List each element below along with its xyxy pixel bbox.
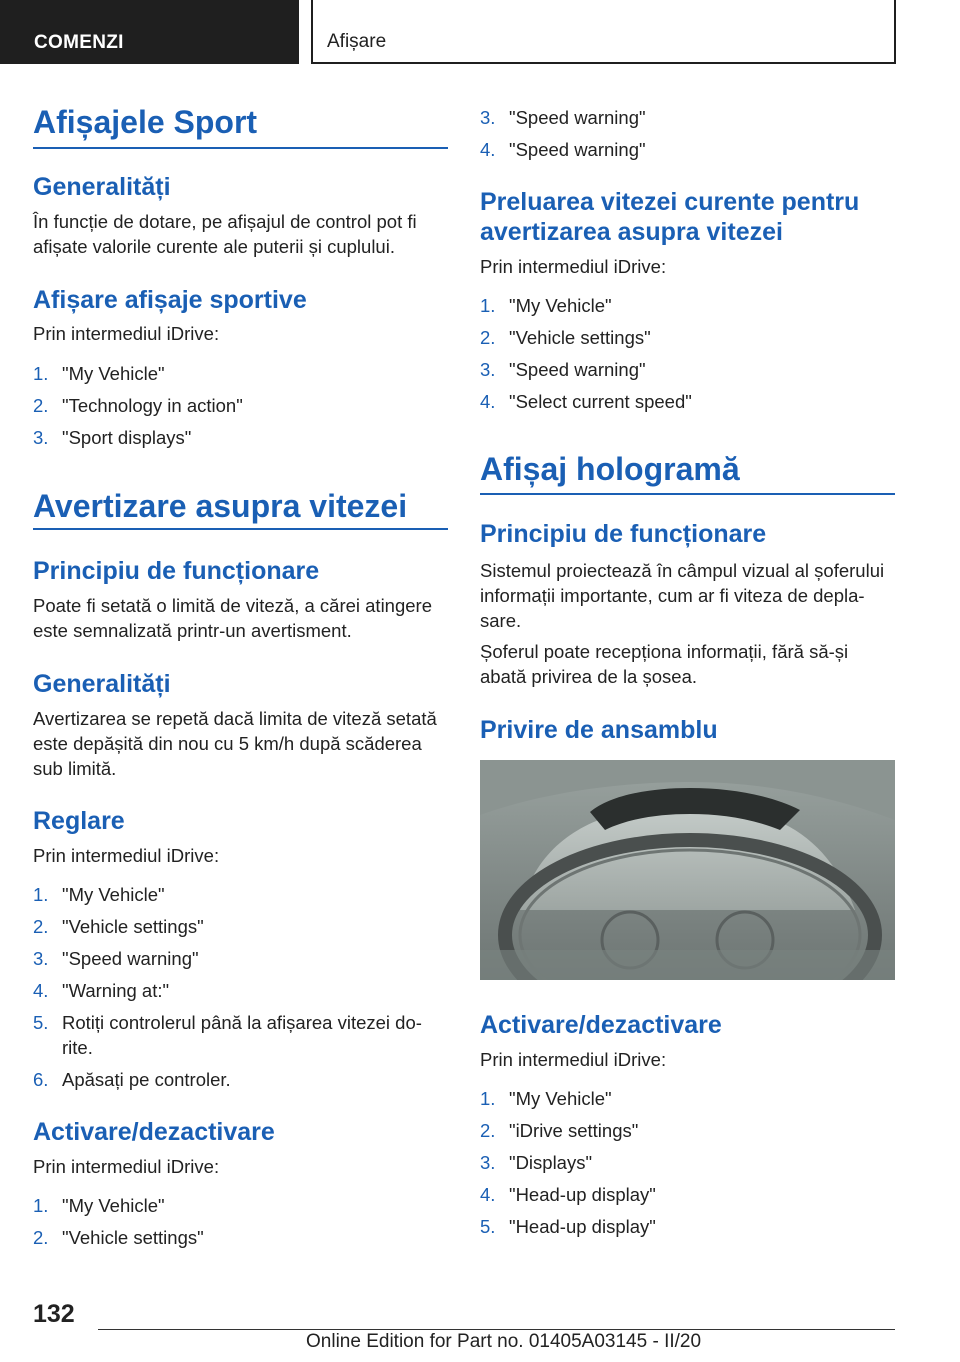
paragraph-line: este semnalizată printr-un avertisment. [33,620,352,641]
heading-privire: Privire de ansamblu [480,716,718,744]
heading-afisare-sportive: Afișare afișaje sportive [33,286,307,314]
paragraph-line: Avertizarea se repetă dacă limita de viteză setată [33,708,437,729]
paragraph-line: Sistemul proiectează în câmpul vizual al șoferului [480,560,885,581]
list-text: "Head-up display" [509,1216,656,1237]
paragraph-line: este depășită din nou cu 5 km/h după scăderea [33,733,422,754]
list-number: 1. [480,295,496,316]
chapter-label: Afișare [327,31,387,52]
list-text: "iDrive settings" [509,1120,639,1141]
list-number: 3. [480,107,496,128]
title-speed-warning: Avertizare asupra vitezei [33,488,408,524]
heading-reglare: Reglare [33,807,125,835]
list-number: 3. [33,948,49,969]
section-tab [0,0,299,64]
heading-generalitati-2: Generalități [33,670,171,698]
list-number: 4. [33,980,49,1001]
list-text: Rotiți controlerul până la afișarea vitezei do- [62,1012,422,1033]
list-number: 3. [33,427,49,448]
section-label: COMENZI [34,32,124,53]
heading-preluarea: Preluarea vitezei curente pentru [480,188,860,216]
list-text: "My Vehicle" [62,884,165,905]
page-number: 132 [33,1300,75,1328]
list-number: 1. [33,884,49,905]
footer-edition: Online Edition for Part no. 01405A03145 - II/20 [306,1331,702,1352]
title-hologram: Afișaj hologramă [480,451,740,487]
list-text: "Vehicle settings" [509,327,651,348]
list-text: rite. [62,1037,93,1058]
footer-rule [98,1329,895,1330]
list-number: 1. [33,363,49,384]
paragraph-line: sub limită. [33,758,117,779]
list-number: 4. [480,1184,496,1205]
paragraph-line: Prin intermediul iDrive: [480,1049,667,1070]
list-text: "My Vehicle" [509,295,612,316]
list-number: 6. [33,1069,49,1090]
head-up-display-illustration [480,760,895,980]
title-rule [33,147,448,149]
list-number: 5. [480,1216,496,1237]
list-text: "My Vehicle" [509,1088,612,1109]
list-text: "Speed warning" [509,139,646,160]
paragraph-line: sare. [480,610,522,631]
list-number: 3. [480,359,496,380]
paragraph-line: Prin intermediul iDrive: [33,1156,220,1177]
list-text: "Head-up display" [509,1184,656,1205]
heading-preluarea-line2: avertizarea asupra vitezei [480,218,783,246]
paragraph-line: informații importante, cum ar fi viteza de depla- [480,585,865,606]
list-number: 1. [480,1088,496,1109]
title-sport-displays: Afișajele Sport [33,104,258,140]
list-text: Apăsați pe controler. [62,1069,231,1090]
heading-activare: Activare/dezactivare [33,1118,275,1146]
list-text: "Vehicle settings" [62,1227,204,1248]
title-rule [480,493,895,495]
list-number: 2. [33,1227,49,1248]
heading-principiu: Principiu de funcționare [33,557,320,585]
list-text: "Warning at:" [62,980,170,1001]
list-text: "Technology in action" [62,395,243,416]
list-text: "Vehicle settings" [62,916,204,937]
heading-generalitati-1: Generalități [33,173,171,201]
list-number: 4. [480,139,496,160]
list-text: "Speed warning" [62,948,199,969]
list-text: "Displays" [509,1152,593,1173]
list-text: "My Vehicle" [62,1195,165,1216]
paragraph-line: Prin intermediul iDrive: [33,323,220,344]
list-text: "My Vehicle" [62,363,165,384]
list-text: "Speed warning" [509,107,646,128]
list-number: 5. [33,1012,49,1033]
list-number: 4. [480,391,496,412]
list-number: 2. [33,395,49,416]
paragraph-line: afișate valorile curente ale puterii și cuplului. [33,236,395,257]
heading-activare-2: Activare/dezactivare [480,1011,722,1039]
paragraph-line: abată privirea de la șosea. [480,666,697,687]
list-number: 3. [480,1152,496,1173]
list-number: 2. [33,916,49,937]
list-number: 2. [480,327,496,348]
heading-principiu-2: Principiu de funcționare [480,520,767,548]
paragraph-line: În funcție de dotare, pe afișajul de control pot fi [33,211,417,232]
list-number: 1. [33,1195,49,1216]
paragraph-line: Șoferul poate recepționa informații, fără să-și [480,641,849,662]
list-number: 2. [480,1120,496,1141]
paragraph-line: Prin intermediul iDrive: [33,845,220,866]
paragraph-line: Prin intermediul iDrive: [480,256,667,277]
paragraph-line: Poate fi setată o limită de viteză, a cărei atingere [33,595,432,616]
title-rule [33,528,448,530]
list-text: "Select current speed" [509,391,692,412]
chapter-tab [311,0,896,64]
list-text: "Sport displays" [62,427,192,448]
list-text: "Speed warning" [509,359,646,380]
